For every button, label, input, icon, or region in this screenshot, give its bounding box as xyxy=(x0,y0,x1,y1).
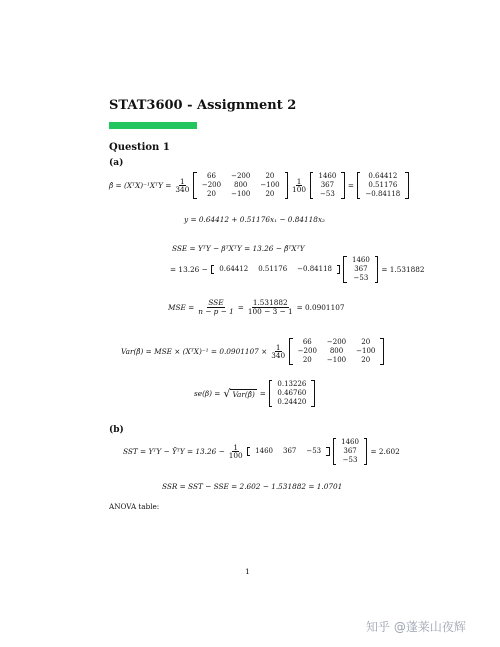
xtx-inverse-matrix: 66 −200 20 −200 800 −100 20 −100 20 xyxy=(193,172,288,199)
question-heading: Question 1 xyxy=(109,142,170,153)
part-a-label: (a) xyxy=(109,158,124,168)
fraction-1-100: $\frac{1}{100}$ xyxy=(292,176,306,195)
fraction-mse-values: $\frac{1.531882}{100 - 3 - 1}$ xyxy=(247,298,293,316)
part-b-label: (b) xyxy=(109,425,124,435)
fraction-1-100-sst: $\frac{1}{100}$ xyxy=(228,442,243,461)
fraction-1-340: $\frac{1}{340}$ xyxy=(175,176,190,195)
fraction-sse-df: $\frac{\text{SSE}}{n - p - 1}$ xyxy=(198,298,234,316)
equation-standard-error: se(β) = √ Var(β̂) = 0.13226 0.46760 0.24420 xyxy=(194,380,315,407)
anova-table-label: ANOVA table: xyxy=(109,502,160,511)
sst-row-vector: 1460 367 −53 xyxy=(247,447,330,456)
beta-row-vector: 0.64412 0.51176 −0.84118 xyxy=(211,265,341,274)
variance-matrix: 66 −200 20 −200 800 −100 20 −100 20 xyxy=(289,338,384,365)
xty-vector-sse: 1460 367 −53 xyxy=(343,256,378,283)
title-accent-bar xyxy=(109,122,197,129)
fraction-1-340-var: $\frac{1}{340}$ xyxy=(271,342,286,361)
sst-column-vector: 1460 367 −53 xyxy=(333,438,368,465)
page-number: 1 xyxy=(245,567,250,576)
equation-sse-value: = 13.26 − 0.64412 0.51176 −0.84118 1460 367 −53 = 1.531882 xyxy=(170,256,425,283)
equation-beta-hat: β̂ = (XᵀX)⁻¹XᵀY = $\frac{1}{340}$ 66 −200 20 −200 800 −100 20 −100 20 $\frac{1}{100}$ 1460 367 −53 = 0.64412 0.51176 −0.84118 xyxy=(109,172,409,199)
equation-sse: SSE = YᵀY − βᵀXᵀY = 13.26 − β̂ᵀXᵀY xyxy=(172,244,305,253)
square-root: √ Var(β̂) xyxy=(223,387,255,401)
se-vector: 0.13226 0.46760 0.24420 xyxy=(269,380,315,407)
beta-hat-lhs: β̂ = (XᵀX)⁻¹XᵀY = xyxy=(109,181,172,191)
equation-ssr: SSR = SST − SSE = 2.602 − 1.531882 = 1.0701 xyxy=(162,482,343,491)
equation-mse: MSE = $\frac{\text{SSE}}{n - p - 1}$ = $\frac{1.531882}{100 - 3 - 1}$ = 0.0901107 xyxy=(168,298,345,316)
beta-hat-vector: 0.64412 0.51176 −0.84118 xyxy=(357,172,409,199)
xty-vector: 1460 367 −53 xyxy=(310,172,345,199)
equation-fitted-model: y = 0.64412 + 0.51176x₁ − 0.84118x₂ xyxy=(184,215,325,224)
page-title: STAT3600 - Assignment 2 xyxy=(109,98,297,113)
equation-sst: SST = YᵀY − ȲᵀY = 13.26 − $\frac{1}{100}$ 1460 367 −53 1460 367 −53 = 2.602 xyxy=(123,438,400,465)
equation-variance: Var(β̂) = MSE × (XᵀX)⁻¹ = 0.0901107 × $\frac{1}{340}$ 66 −200 20 −200 800 −100 20 −100 20 xyxy=(121,338,384,365)
watermark: 知乎 @蓬莱山夜辉 xyxy=(366,620,466,634)
